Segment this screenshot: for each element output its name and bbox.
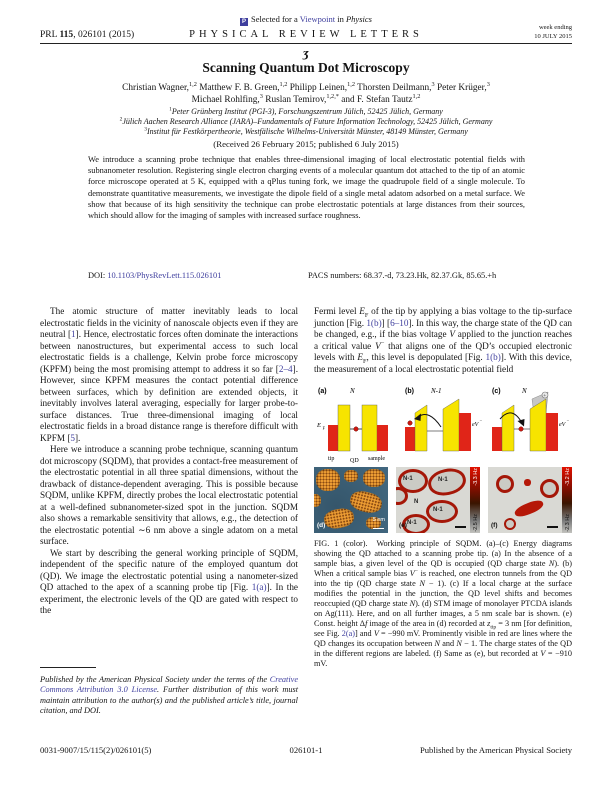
ptcda-island [363,469,385,487]
affiliation-1 [0,107,612,117]
ptcda-island [316,469,340,491]
region-label: N-1 [438,477,448,483]
tunnel-barrier-shape [443,399,459,451]
text-run: DOI: [88,271,108,280]
text-run: 1,2 [412,92,421,100]
text-run: Fermi level [314,306,360,316]
inline-link[interactable]: 1(a) [251,582,267,592]
region-label: N [414,499,419,505]
text-run: z [487,619,491,628]
text-run: N [456,639,462,648]
sample-electrode-shape [546,413,558,451]
tunnel-barrier-shape [362,405,377,451]
sample-electrode-shape [377,425,388,451]
author-line-1 [0,80,612,95]
page-footer [40,745,572,757]
inline-link[interactable]: 10.1103/PhysRevLett.115.026101 [107,271,222,280]
text-run: Peter Grünberg Institut (PGI-3), Forschungszentrum Jülich, 52425 Jülich, Germany [171,107,443,116]
energy-diagrams [314,383,572,465]
panel-f-label: (f) [491,521,498,529]
electron-dot [519,427,523,431]
scalebar-label: 5 nm [372,516,385,523]
text-run: 3 [259,92,263,100]
tip-electrode-shape [328,425,338,451]
affiliation-2 [0,117,612,127]
fermi-level-sub: F [322,425,326,431]
inline-link[interactable]: Creative Commons Attribution 3.0 License [40,675,298,695]
text-run: and [440,639,457,648]
fermi-level-label: E [317,422,321,429]
colorbar-e [470,467,480,533]
pacs-numbers: PACS numbers: 68.37.-d, 73.23.Hk, 82.37.Gk, 85.65.+h [308,271,497,280]
charging-spot [513,498,545,519]
colorbar-min-label: -2.3 Hz [565,514,571,532]
text-run: − [414,568,418,575]
panel-d-label: (d) [317,521,326,529]
body-paragraph-1 [40,306,298,444]
text-run: ]. Hence, electrostatic forces often dominate the interactions between nanostructures, but experimental access to such local electrostatic fields is a challenge, Kelvin probe force microscopy (KPFM) being the most promising attempt to address it so far [ [40,329,298,374]
panel-a-charge-state: N [350,387,355,395]
scalebar [547,526,558,528]
left-column [40,306,298,617]
text-run: F [364,311,369,319]
text-run: − 1). (c) If a local charge at the surface modifies the potential in the junction, the QD level shifts and becomes reoccupied (QD charge state [314,579,572,608]
affiliation-3 [0,127,612,137]
panel-b-charge-state: N-1 [431,387,442,395]
text-run: Matthew F. B. Green, [196,83,280,93]
ptcda-island [344,470,358,482]
text-run: Peter Krüger, [434,83,487,93]
text-run: N [548,559,555,568]
inline-link[interactable]: 1(b) [366,317,382,328]
text-run: and F. Stefan Tautz [338,94,413,105]
inline-link[interactable]: 1(b) [485,352,501,362]
scalebar [455,526,466,528]
section-ornament-icon: ʒ [302,45,310,60]
text-run: 115 [59,30,74,40]
body-paragraph-4 [314,306,572,375]
issn-code: 0031-9007/15/115(2)/026101(5) [40,745,152,755]
ptcda-island [323,507,356,531]
ptcda-island [314,494,321,507]
tip-label: tip [328,456,335,462]
text-run: E [359,306,365,316]
text-run: F [363,357,367,365]
text-run: 3 [431,80,435,88]
text-run: ] [ [381,317,391,328]
text-run: Thorsten Deilmann, [354,83,432,93]
text-run: − [380,339,385,347]
text-run: V [540,649,546,658]
panel-b-label: (b) [405,388,414,395]
text-run: 3 [144,125,147,132]
inline-link[interactable]: 2–4 [278,363,293,374]
text-run: 1,2 [279,80,288,88]
panel-c-charge-state: N [522,387,527,395]
page-number: 026101-1 [289,745,323,755]
text-run: V [449,329,455,339]
text-run: N [419,579,425,588]
week-ending-line2: 10 JULY 2015 [534,32,572,40]
text-run: Jülich Aachen Research Alliance (JARA)–Fundamentals of Future Information Technology, 52425 Jülich, Germany [122,116,493,126]
text-run: . Further distribution of this work must maintain attribution to the author(s) and the published article’s title, journal citation, and DOI. [40,685,298,715]
text-run: in [335,14,346,24]
text-run: Here we introduce a scanning probe technique, scanning quantum dot microscopy (SQDM), that provides a contact-free measurement of the electrostatic potential in all three spatial dimensions, without the drawback of distance-dependent averaging. This is possible because SQDM, unlike KPFM, directly probes the local electrostatic potential at a well-defined subnanometer-sized spot in the junction. SQDM also shows a remarkable sensitivity that allows, e.g., the detection of the electrostatic potential ∼6 nm above a single adatom on a metal surface. [40,444,298,546]
text-run: We start by describing the general working principle of SQDM, independent of the specific nature of the employed quantum dot (QD). We image the electrostatic potential using a nanometer-sized QD attached to the apex of a scanning probe tip [Fig. [40,547,298,592]
page-title: Scanning Quantum Dot Microscopy [202,60,410,75]
panel-a-label: (a) [318,388,327,395]
text-run: applied to the junction reaches a critical value [314,329,572,351]
text-run: FIG. 1 (color). Working principle of SQDM. (a)–(c) Energy diagrams showing the QD attached to a scanning probe tip. (a) In the absence of a sample bias, a given level of the QD is occupied (QD charge state [314,539,572,568]
week-ending-line1: week ending [538,24,572,32]
bias-label: eV [559,422,566,428]
body-paragraph-2 [40,444,298,548]
region-label: N-1 [403,476,413,482]
tunnel-barrier-shape [530,399,546,451]
ptcda-island [348,488,384,515]
text-run: Selected for a [251,14,300,24]
figure-image-row [314,467,572,533]
text-run: V [375,340,381,351]
text-run: image of the area in (d) recorded at [367,619,488,628]
text-run: Ruslan Temirov, [262,94,327,105]
colorbar-min-label: -2.5 Hz [473,514,479,532]
text-run: Michael Rohlfing, [191,94,260,105]
author-line-2 [0,92,612,107]
journal-name: PHYSICAL REVIEW LETTERS [189,29,423,40]
bias-label: eV [472,422,479,428]
text-run: 1,2 [347,80,355,88]
text-run: 1 [169,106,172,113]
inline-link[interactable]: 6–10 [390,317,409,328]
text-run: ] and [354,629,374,638]
scalebar [373,528,384,530]
text-run: V [373,629,379,638]
electron-dot [354,427,358,431]
text-run: of the tip by applying a bias voltage to the tip-surface junction [Fig. [314,306,572,328]
text-run: Published by the American Physical Society under the terms of the [40,675,270,684]
text-run: V [409,569,415,578]
inline-link[interactable]: 1 [71,329,76,339]
inline-link[interactable]: 5 [70,432,75,443]
sample-label: sample [368,456,385,462]
right-column [314,306,572,669]
colorbar-max-label: -3.3 Hz [473,468,479,486]
charging-spot [524,479,531,486]
abstract: We introduce a scanning probe technique that enables three-dimensional imaging of local electrostatic potential fields with subnanometer resolution. Registering single electron charging events of a molecular quantum dot attached to the tip of an atomic force microscope operated at 5 K, equipped with a qPlus tuning fork, we image the quadrupole field of a single molecule. To demonstrate quantitative measurements, we investigate the dipole field of a single metal adatom adsorbed on a metal surface. We show that because of its high sensitivity the technique can probe electrostatic potentials at large distances from their sources, which should allow for the imaging of samples with increased surface roughness. [88,155,525,221]
inline-link[interactable]: 2(a) [341,629,355,638]
colorbar-max-label: -3.2 Hz [565,468,571,486]
text-run: tip [490,624,497,631]
text-run: is reached, one electron tunnels from the QD into the tip (QD charge state [314,569,572,588]
text-run: 3 [486,80,490,88]
stm-image-panel-d [314,467,388,533]
text-run: = 3 nm [for definition, see Fig. [314,619,573,638]
tunnel-barrier-shape [338,405,350,451]
text-run: Christian Wagner, [122,83,189,93]
footnote-rule [40,667,96,668]
viewpoint-text[interactable] [251,14,372,24]
text-run: = −990 mV. Prominently visible in red are lines where the QD changes its occupation between [314,629,572,648]
text-run: ). (d) STM image of monolayer PTCDA islands on Ag(111). Here, and on all further images, a 5 nm scale bar is shown. (e) Const. height Δ [314,599,572,628]
bias-sup: − [566,418,570,423]
qd-label: QD [350,458,359,464]
inline-link[interactable]: Viewpoint [299,14,336,24]
electron-dot [408,421,412,425]
text-run: The atomic structure of matter inevitably leads to local electrostatic fields in the vicinity of nanoscale objects even if they are neutral [ [40,306,298,339]
region-label: N-1 [433,507,443,513]
panel-e-label: (e) [399,521,407,529]
text-run: ]. [74,432,81,443]
received-line: (Received 26 February 2015; published 6 July 2015) [213,139,399,149]
text-run: E [357,352,364,362]
text-run: ]. In this way, the charge state of the QD can be changed, e.g., if the bias voltage [314,317,572,339]
affiliations [0,107,612,136]
energy-diagram-a [314,383,398,465]
text-run: 1,2,* [326,92,339,100]
text-run: ). (b) When a critical sample bias [314,559,573,578]
text-run: − 1. The charge states of the QD in the different regions are labeled. (f) Same as (e), but recorded at [314,639,572,658]
df-image-panel-f [488,467,572,533]
figure-1 [314,383,572,669]
charging-ring [504,518,516,530]
text-run: ]. However, since KPFM measures the contact potential difference between surfaces, which by definition are extended objects, it inevitably involves lateral averaging, especially for larger probe-to-surface distances. True three-dimensional imaging of local electrostatic fields in a broad distance range is therefore difficult with KPFM [ [40,363,298,443]
charging-ring [496,475,514,493]
text-run: ]. In the experiment, the electronic levels of the QD are gated with respect to the [40,582,298,615]
bias-sup: − [479,418,483,423]
plus-sign: + [543,393,547,400]
tip-electrode-shape [405,427,415,451]
tip-electrode-shape [492,427,502,451]
figure-caption [314,539,572,669]
df-image-e [396,467,470,533]
text-run: Physics [345,14,372,24]
df-image-f [488,467,562,533]
tunnel-barrier-shape [415,405,427,451]
journal-header-row [40,24,572,41]
publisher-note: Published by the American Physical Society [419,745,572,755]
text-run: Philipp Leinen, [287,83,348,93]
text-run: Institut für Festkörpertheorie, Westfälische Wilhelms-Universität Münster, 48149 Münster, Germany [146,126,468,136]
body-paragraph-3 [40,548,298,617]
license-footnote [40,675,298,716]
text-run: 2 [119,116,123,123]
energy-diagram-c [488,383,572,465]
text-run: = −910 mV. [314,649,572,668]
text-run: f [365,619,368,628]
text-run: ]. With this device, the measurement of a local electrostatic potential field [314,352,572,374]
arrowhead [518,419,525,427]
energy-diagram-b [401,383,485,465]
physics-logo-icon: P [242,19,247,25]
text-run: N [409,599,416,608]
header-rule [40,43,572,44]
author-list [0,80,612,106]
text-run: 1,2 [189,80,197,88]
df-image-panel-e [396,467,480,533]
colorbar-f [562,467,572,533]
text-run: , this level is depopulated [Fig. [366,352,486,362]
text-run: PRL [40,30,60,40]
text-run: , 026101 (2015) [73,30,135,40]
week-ending [534,24,572,41]
text-run: that aligns one of the QD’s occupied electronic levels with [314,340,573,362]
charging-ring [540,479,559,498]
sample-electrode-shape [459,413,471,451]
tunnel-barrier-shape [502,405,514,451]
text-run: N [434,639,441,648]
panel-c-label: (c) [492,388,501,395]
region-label: N-1 [407,520,417,526]
doi-link[interactable] [88,271,221,280]
